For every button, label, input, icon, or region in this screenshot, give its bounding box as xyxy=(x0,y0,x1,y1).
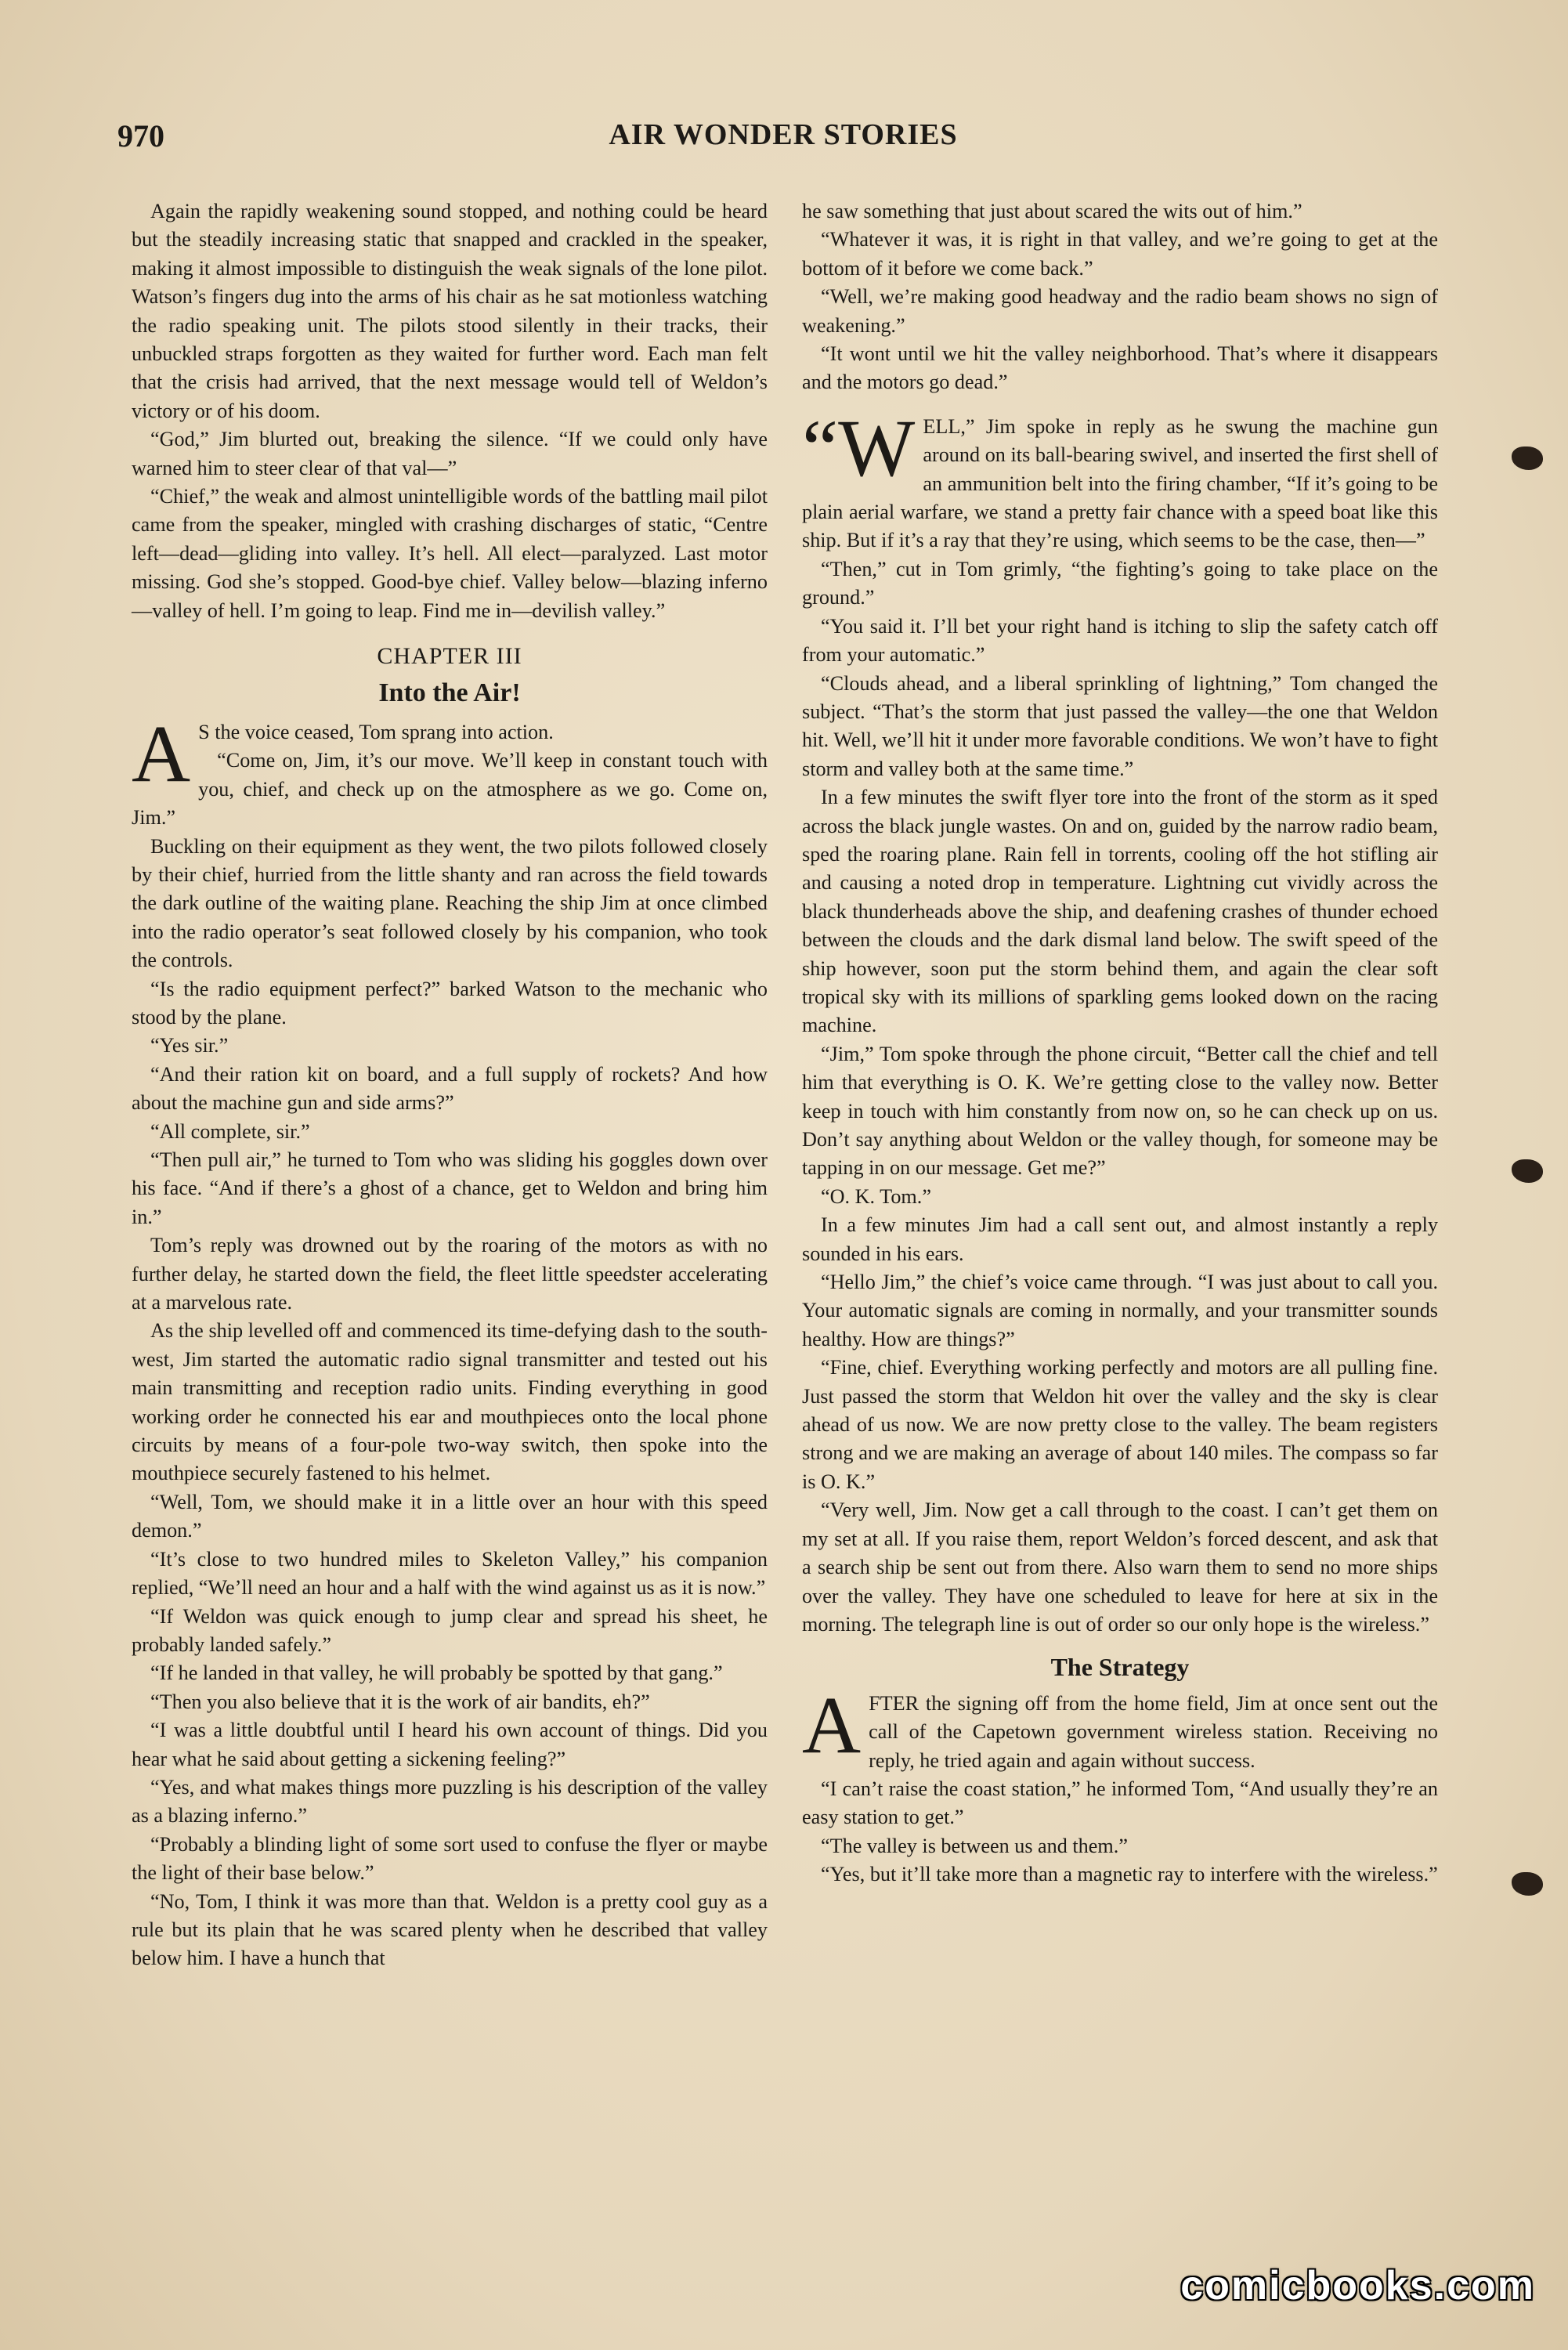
paragraph: “Well, we’re making good headway and the radio beam shows no sign of weakening.” xyxy=(802,285,1438,337)
binding-hole xyxy=(1512,1872,1543,1896)
left-column xyxy=(132,197,768,2203)
paragraph: “God,” Jim blurted out, breaking the silence. “If we could only have warned him to steer clear of that val—” xyxy=(132,428,768,479)
drop-cap: A xyxy=(802,1679,862,1770)
paragraph: “Yes, and what makes things more puzzling is his description of the valley as a blazing inferno.” xyxy=(132,1775,768,1828)
binding-hole xyxy=(1512,446,1543,470)
page-number: 970 xyxy=(117,118,164,154)
paragraph: In a few minutes Jim had a call sent out, and almost instantly a reply sounded in his ears. xyxy=(802,1213,1438,1265)
paragraph: “Probably a blinding light of some sort used to confuse the flyer or maybe the light of their base below.” xyxy=(132,1832,768,1885)
paragraph: “It wont until we hit the valley neighborhood. That’s where it disappears and the motors go dead.” xyxy=(802,342,1438,394)
magazine-title: AIR WONDER STORIES xyxy=(609,118,958,151)
paragraph: “Fine, chief. Everything working perfectly and motors are all pulling fine. Just passed the storm that Weldon hit over the valley and the sky is clear ahead of us now. We are now pretty close to the valley. The beam registers strong and we are making an average of about 140 miles. The compass so far is O. K.” xyxy=(802,1356,1438,1493)
paragraph-text: FTER the signing off from the home field, Jim at once sent out the call of the Capetown government wireless station. Receiving no reply, he tried again and again without success. xyxy=(869,1691,1438,1772)
paragraph: “Come on, Jim, it’s our move. We’ll keep in constant touch with you, chief, and check up on the atmosphere as we go. Come on, Jim.” xyxy=(132,749,768,830)
page-header xyxy=(117,118,1449,164)
paragraph: “Very well, Jim. Now get a call through to the coast. I can’t get them on my set at all. If you raise them, report Weldon’s forced descent, and ask that a search ship be sent out from there. Also warn them to send no more ships over the valley. They have one scheduled to leave for here at six in the morning. The telegraph line is out of order so our only hope is the wireless.” xyxy=(802,1499,1438,1636)
paragraph: “You said it. I’ll bet your right hand is itching to slip the safety catch off from your automatic.” xyxy=(802,614,1438,667)
chapter-label: CHAPTER III xyxy=(377,643,522,670)
drop-cap xyxy=(802,403,916,494)
paragraph-text: S the voice ceased, Tom sprang into action. xyxy=(198,720,554,743)
drop-cap-quote: “ xyxy=(802,403,839,494)
paragraph: In a few minutes the swift flyer tore into the front of the storm as it sped across the black jungle wastes. On and on, guided by the narrow radio beam, sped the roaring plane. Rain fell in torrents, cooling off the hot stifling air and causing a noted drop in temperature. Lightning cut vividly across the black thunderheads above the ship, and deafening crashes of thunder echoed between the clouds and the dark dismal land below. The swift speed of the ship however, soon put the storm behind them, and again the clear soft tropical sky with its millions of sparkling gems looked down on the racing machine. xyxy=(802,786,1438,1037)
watermark-logo: comicbooks.com xyxy=(1180,2263,1535,2308)
paragraph: “Then pull air,” he turned to Tom who was sliding his goggles down over his face. “And if there’s a ghost of a chance, get to Weldon and bring him in.” xyxy=(132,1148,768,1228)
paragraph: “O. K. Tom.” xyxy=(821,1184,931,1208)
paragraph: Again the rapidly weakening sound stopped, and nothing could be heard but the steadily increasing static that snapped and crackled in the speaker, making it almost impossible to distinguish the weak signals of the lone pilot. Watson’s fingers dug into the arms of his chair as he sat motionless watching the radio speaking unit. The pilots stood silently in their tracks, their unbuckled straps forgotten as they waited for further word. Each man felt that the crisis had arrived, that the next message would tell of Weldon’s victory or of his doom. xyxy=(132,200,768,422)
paragraph: “Clouds ahead, and a liberal sprinkling of lightning,” Tom changed the subject. “That’s the storm that just passed the valley—the one that Weldon hit. Well, we’ll hit it under more favorable conditions. We won’t have to fight storm and valley both at the same time.” xyxy=(802,671,1438,780)
paragraph: “Jim,” Tom spoke through the phone circuit, “Better call the chief and tell him that everything is O. K. We’re getting close to the valley now. Better keep in touch with him constantly from now on, so he can check up on us. Don’t say anything about Weldon or the valley though, for someone may be tapping in on our message. Get me?” xyxy=(802,1042,1438,1180)
paragraph: “No, Tom, I think it was more than that. Weldon is a pretty cool guy as a rule but its plain that he was scared plenty when he described that valley below him. I have a hunch that xyxy=(132,1889,768,1970)
paragraph: “Then you also believe that it is the work of air bandits, eh?” xyxy=(150,1690,650,1713)
binding-hole xyxy=(1512,1159,1543,1183)
paragraph: “I was a little doubtful until I heard his own account of things. Did you hear what he said about getting a sickening feeling?” xyxy=(132,1719,768,1770)
paragraph: “Yes, but it’ll take more than a magnetic ray to interfere with the wireless.” xyxy=(821,1863,1438,1886)
paragraph: “If Weldon was quick enough to jump clear and spread his sheet, he probably landed safely.” xyxy=(132,1604,768,1656)
paragraph: “The valley is between us and them.” xyxy=(821,1834,1128,1857)
paragraph: “Whatever it was, it is right in that valley, and we’re going to get at the bottom of it before we come back.” xyxy=(802,228,1438,280)
paragraph: “All complete, sir.” xyxy=(150,1119,310,1143)
paragraph: “It’s close to two hundred miles to Skeleton Valley,” his companion replied, “We’ll need an hour and a half with the wind against us as it is now.” xyxy=(132,1547,768,1600)
paragraph: “Well, Tom, we should make it in a little over an hour with this speed demon.” xyxy=(132,1490,768,1542)
drop-cap: A xyxy=(132,708,191,799)
paragraph: “Is the radio equipment perfect?” barked Watson to the mechanic who stood by the plane. xyxy=(132,977,768,1029)
paragraph: “If he landed in that valley, he will probably be spotted by that gang.” xyxy=(150,1661,723,1685)
paragraph: he saw something that just about scared the wits out of him.” xyxy=(802,200,1302,222)
chapter-title: Into the Air! xyxy=(378,678,521,707)
paragraph: “I can’t raise the coast station,” he informed Tom, “And usually they’re an easy station to get.” xyxy=(802,1777,1438,1829)
section-title: The Strategy xyxy=(1050,1653,1190,1682)
right-column xyxy=(802,197,1438,2203)
paragraph-with-dropcap xyxy=(802,1679,1438,1775)
paragraph: “Yes sir.” xyxy=(150,1034,229,1058)
drop-cap-letter: W xyxy=(838,403,916,494)
paragraph-with-dropcap xyxy=(802,403,1438,555)
paragraph: “Then,” cut in Tom grimly, “the fighting’s going to take place on the ground.” xyxy=(802,557,1438,609)
paragraph: Buckling on their equipment as they went, the two pilots followed closely by their chief, hurried from the little shanty and ran across the field towards the dark outline of the waiting plane. Reaching the ship Jim at once climbed into the radio operator’s seat followed closely by his companion, who took the controls. xyxy=(132,834,768,972)
paragraph: “Hello Jim,” the chief’s voice came through. “I was just about to call you. Your automatic signals are coming in normally, and your transmitter sounds healthy. How are things?” xyxy=(802,1271,1438,1350)
paragraph: “Chief,” the weak and almost unintelligible words of the battling mail pilot came from the speaker, mingled with crashing discharges of static, “Centre left—dead—gliding into valley. It’s hell. All elect—paralyzed. Last motor missing. God she’s stopped. Good-bye chief. Valley below—blazing inferno—valley of hell. I’m going to leap. Find me in—devilish valley.” xyxy=(132,485,768,622)
paragraph: Tom’s reply was drowned out by the roaring of the motors as with no further delay, he started down the field, the fleet little speedster accelerating at a marvelous rate. xyxy=(132,1234,768,1314)
text-columns xyxy=(132,197,1438,2203)
paragraph-text: ELL,” Jim spoke in reply as he swung the machine gun around on its ball-bearing swivel, and inserted the first shell of an ammunition belt into the firing chamber, “If it’s going to be plain aerial warfare, we stand a pretty fair chance with a speed boat like this ship. But if it’s a ray that they’re using, which seems to be the case, then—” xyxy=(802,414,1438,552)
paragraph: “And their ration kit on board, and a full supply of rockets? And how about the machine gun and side arms?” xyxy=(132,1062,768,1115)
paragraph: As the ship levelled off and commenced its time-defying dash to the south-west, Jim started the automatic radio signal transmitter and tested out his main transmitting and reception radio units. Finding everything in good working order he connected his ear and mouthpieces onto the local phone circuits by means of a four-pole two-way switch, then spoke into the mouthpiece securely fastened to his helmet. xyxy=(132,1319,768,1485)
